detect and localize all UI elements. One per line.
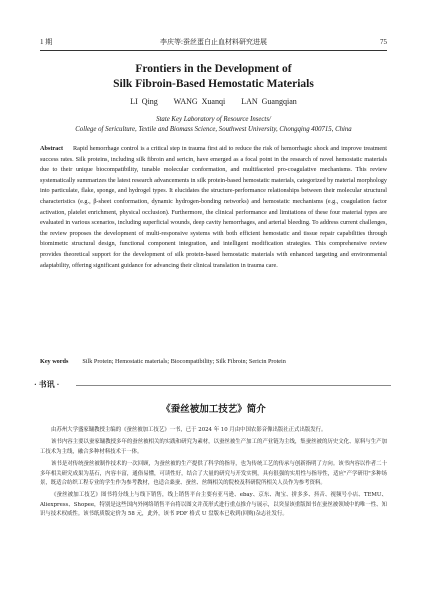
page-number: 75 <box>380 38 387 46</box>
notice-title: 《蚕丝被加工技艺》简介 <box>161 405 266 415</box>
title-line-1: Frontiers in the Development of <box>135 63 292 75</box>
abstract <box>40 144 387 271</box>
keywords <box>40 357 387 366</box>
section-rule <box>76 385 391 386</box>
keywords-text: Silk Protein; Hemostatic materials; Biocompatibility; Silk Fibroin; Sericin Protein <box>82 358 286 365</box>
notice-paragraph: 该书内容主要以蚕家镛教授多年的蚕丝被相关的实践和研究为素材，以蚕丝被生产加工的产业链为主线，集蚕丝被的历史文化、原料与生产加工技术为主线，融合多种材料技术于一体。 <box>40 439 387 455</box>
notice-paragraph: 《蚕丝被加工技艺》图书将分线上与线下销售，线上销售平台主要有亚马逊、ebay、京东、淘宝、拼多多、抖音、视频号小店、TEMU、Aliexpress、Shopee，特别是这些国内外网络销售平台将以图文并茂形式进行重点推介与展示，以突显该重版图书在蚕丝被领域中的唯一性、知识与技术权威性。该书纸质版定价为 58 元，此外，该书 PDF 格式 U 盘版本已收到(回购)杂志社发行。 <box>40 492 387 518</box>
author-list: LI Qing WANG Xuanqi LAN Guangqian <box>130 97 297 106</box>
keywords-label: Key words <box>40 358 69 365</box>
abstract-text: Rapid hemorrhage control is a critical step in trauma first aid to reduce the risk of hemorrhagic shock and improve treatment success rates. Silk proteins, including silk fibroin and sericin, have emerged as a focal point in the research of novel hemostatic materials due to their unique biocompatibility, tunable molecular conformation, and multifaceted pro-coagulative mechanisms. This review systematically summarizes the latest research advancements in silk protein-based hemostatic materials, categorized by material morphology into particulate, flake, sponge, and hydrogel types. It elucidates the structure-performance relationships between their molecular structural characteristics (e.g., β-sheet conformation, dynamic hydrogen-bonding networks) and hemostatic mechanisms (e.g., coagulation factor activation, platelet enrichment, physical occlusion). Furthermore, the clinical performance and limitations of these four material types are evaluated in various scenarios, including superficial wounds, deep cavity hemorrhages, and arterial bleeding. To address current challenges, the review proposes the development of multi-responsive systems with both efficient hemostatic and tissue repair capabilities through biomimetic structural design, functional component integration, and intelligent modification strategies. This comprehensive review provides theoretical support for the development of silk protein-based hemostatic materials with enhanced targeting and environmental adaptability, offering significant guidance for advancing their clinical translation in trauma care. <box>40 145 387 269</box>
notice-body <box>40 426 387 523</box>
abstract-label: Abstract <box>40 145 64 152</box>
header-rule <box>40 50 387 51</box>
affiliation-college: College of Sericulture, Textile and Biomass Science, Southwest University, Chongqing 400715, China <box>75 126 352 133</box>
notice-paragraph: 由苏州大学盛家镛教授主编的《蚕丝被加工技艺》一书，已于 2024 年 10 月由中国农影音像出版社正式出版发行。 <box>51 427 327 433</box>
notice-paragraph: 该书是对传统蚕丝被制作技术的一次回顾，为蚕丝被的生产提供了科学的指导，也为传统工艺的传承与创新指明了方向。该书内容以作者二十多年相关研究成果为基石，内容丰富，通俗易懂，可读性好，结合了大量的研究与开发实例，具有很强的实用性与指导性，适应"产学研用"多种场景，既适合纺织工程专业的学生作为参考教材，也适合桑蚕、蚕丝、丝绸相关的院校及科研院所相关人员作为参考资料。 <box>40 461 387 487</box>
section-label: · 书讯 · <box>34 380 60 389</box>
running-title: 李庆等:蚕丝蛋白止血材料研究进展 <box>160 38 267 46</box>
title-line-2: Silk Fibroin-Based Hemostatic Materials <box>113 78 314 90</box>
affiliation-lab: State Key Laboratory of Resource Insects/ <box>156 116 271 123</box>
issue-number: 1 期 <box>40 38 53 46</box>
article-title <box>40 62 387 92</box>
running-header <box>40 36 387 48</box>
